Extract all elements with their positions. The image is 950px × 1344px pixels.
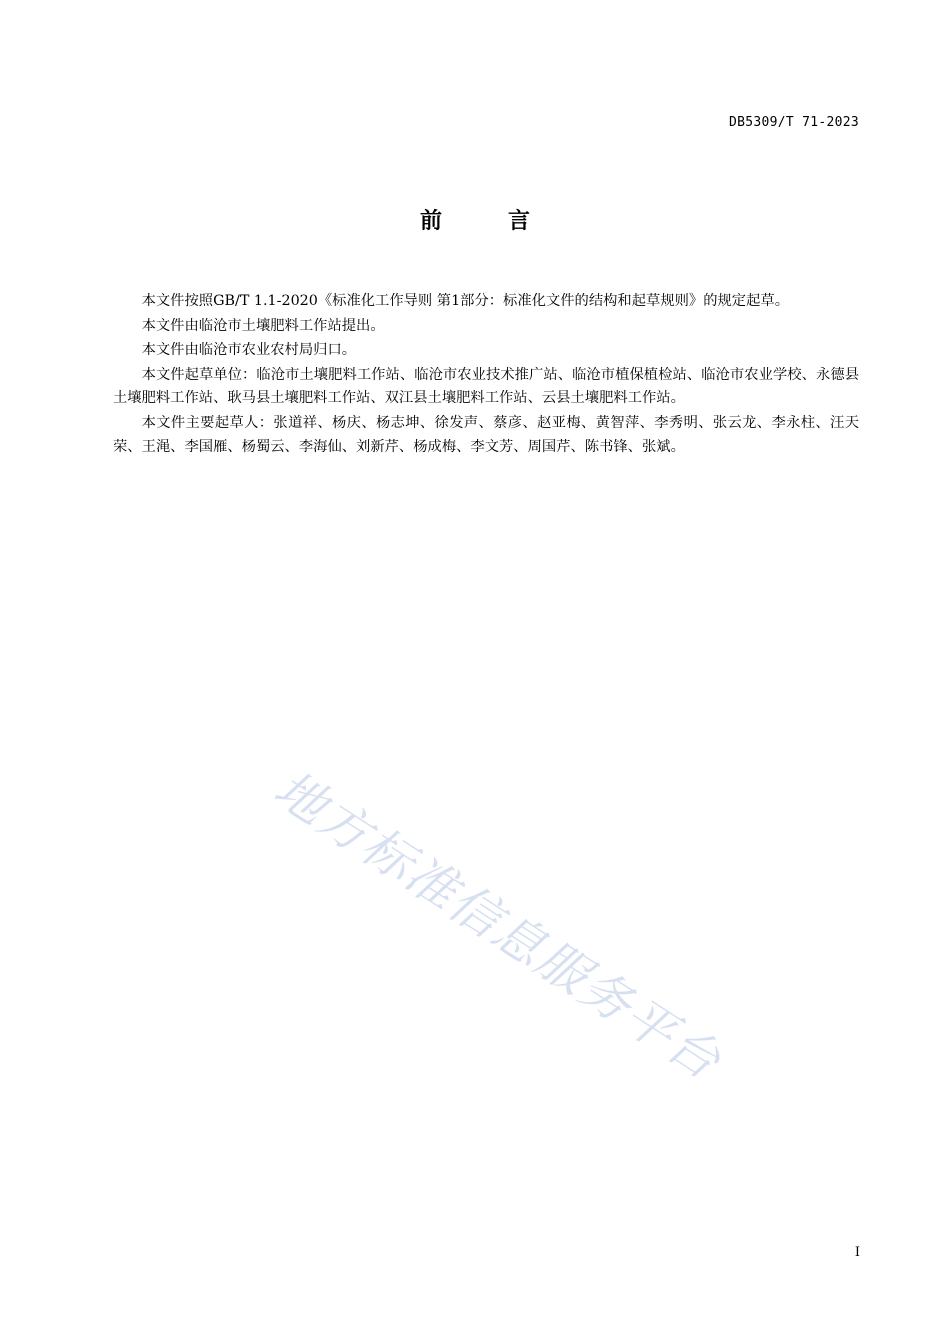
paragraph-administrator: 本文件由临沧市农业农村局归口。 — [141, 342, 357, 359]
watermark: 地方标准信息服务平台 — [263, 759, 732, 1092]
page-number: I — [854, 1245, 860, 1260]
paragraph-drafting-rules: 本文件按照GB/T 1.1-2020《标准化工作导则 第1部分：标准化文件的结构和起草规则》的规定起草。 — [141, 293, 789, 309]
page-title: 前言 — [419, 209, 596, 234]
foreword-body — [113, 290, 859, 460]
paragraph-proposer: 本文件由临沧市土壤肥料工作站提出。 — [141, 317, 385, 334]
document-code: DB5309/T 71-2023 — [728, 115, 859, 130]
paragraph-drafters: 本文件主要起草人：张道祥、杨庆、杨志坤、徐发声、蔡彦、赵亚梅、黄智萍、李秀明、张云龙、李永柱、汪天荣、王渑、李国雁、杨蜀云、李海仙、刘新芹、杨成梅、李文芳、周国芹、陈书锋、张斌。 — [113, 414, 859, 455]
paragraph-drafting-units: 本文件起草单位：临沧市土壤肥料工作站、临沧市农业技术推广站、临沧市植保植检站、临沧市农业学校、永德县土壤肥料工作站、耿马县土壤肥料工作站、双江县土壤肥料工作站、云县土壤肥料工作站。 — [113, 366, 859, 407]
